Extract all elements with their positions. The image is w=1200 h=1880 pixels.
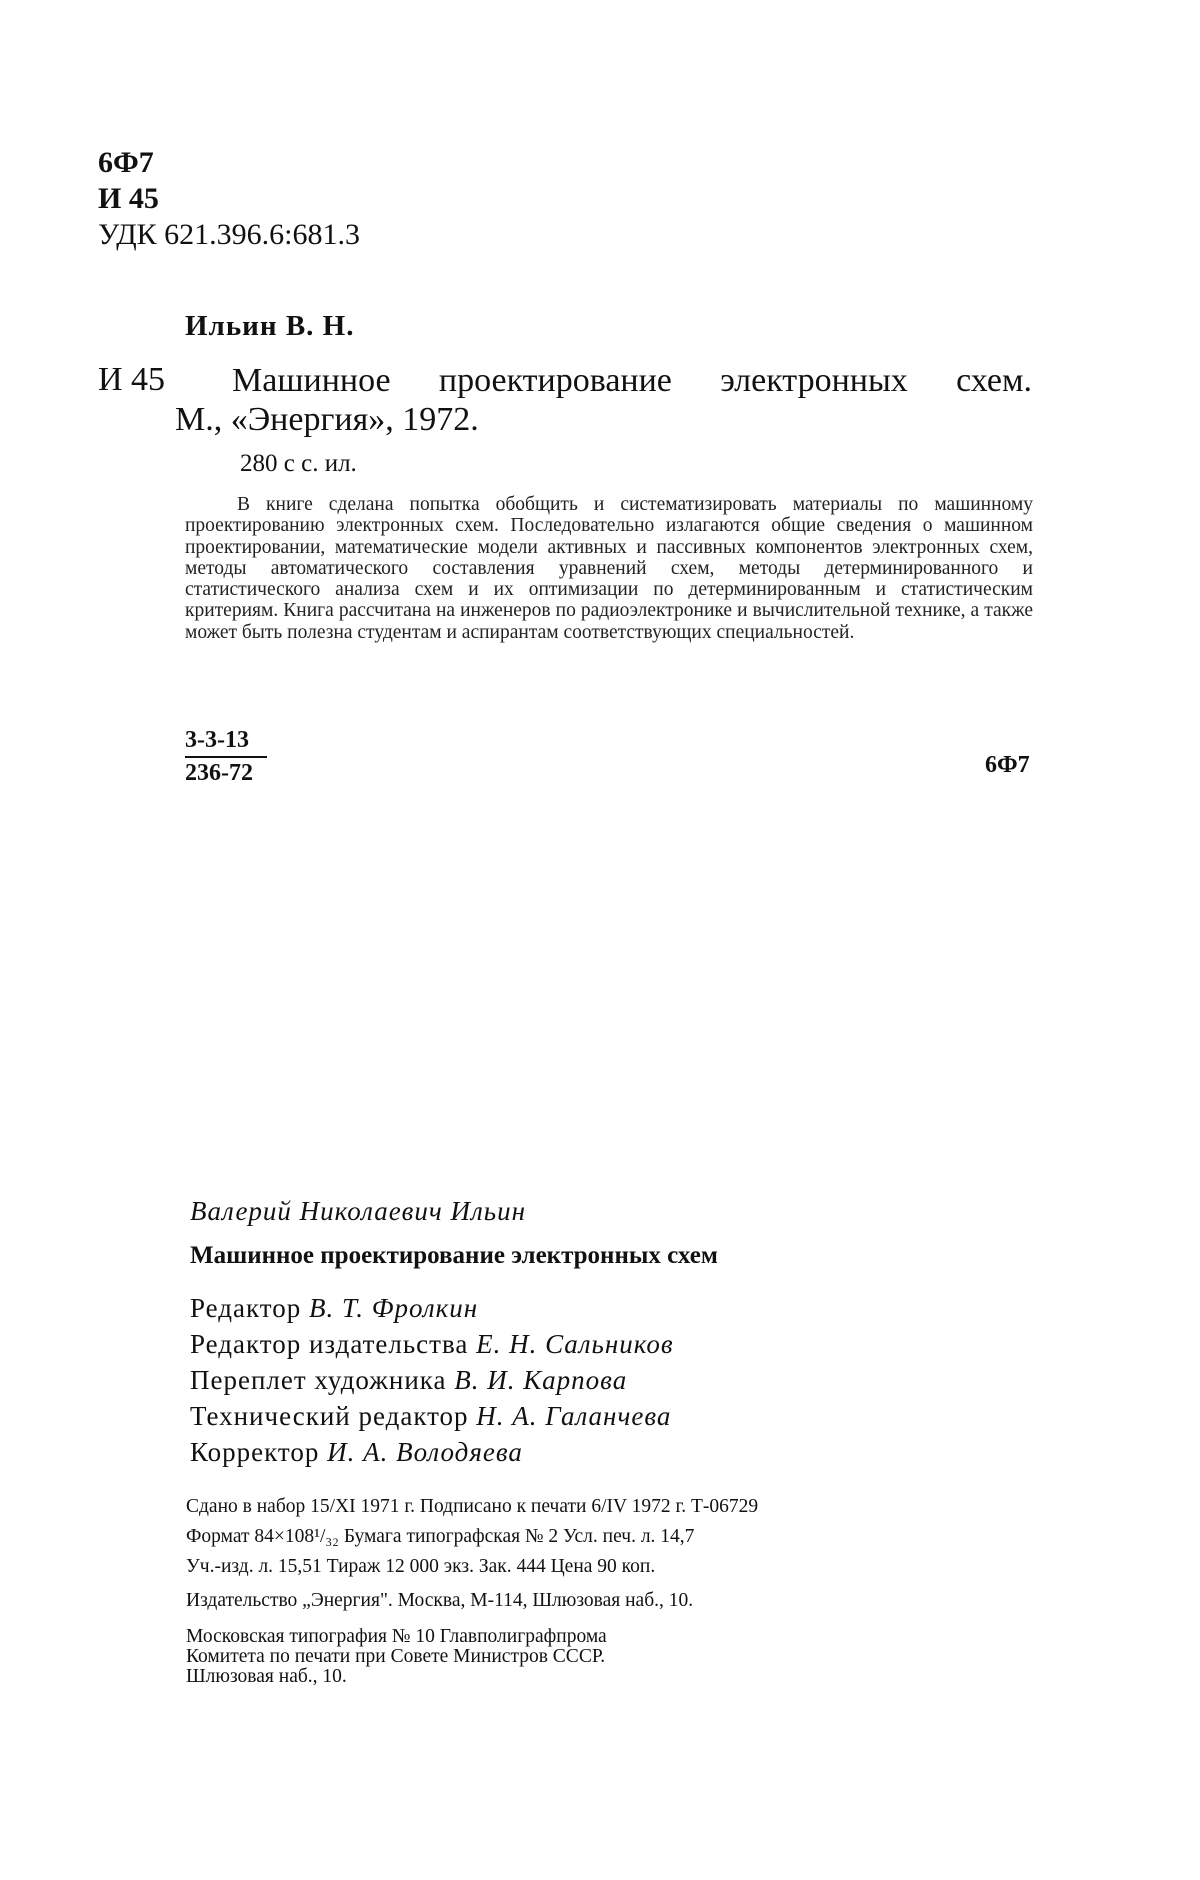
title-word: электронных xyxy=(720,362,908,399)
technical-line: Сдано в набор 15/XI 1971 г. Подписано к печати 6/IV 1972 г. Т-06729 xyxy=(186,1496,759,1517)
page-count: 280 с с. ил. xyxy=(240,450,357,477)
code-denominator: 236-72 xyxy=(185,760,253,786)
credit-name: И. А. Володяева xyxy=(327,1437,523,1467)
technical-data xyxy=(186,1492,758,1582)
udk-code: УДК 621.396.6:681.3 xyxy=(98,218,361,251)
credit-role: Технический редактор xyxy=(190,1401,469,1431)
credit-line xyxy=(190,1434,674,1470)
title-word: Машинное xyxy=(232,362,391,399)
credit-role: Редактор издательства xyxy=(190,1329,469,1359)
annotation-paragraph: В книге сделана попытка обобщить и систематизировать материалы по машинному проектированию электронных схем. Последовательно излагаются общие сведения о машинном проектировании, математические модели активных и пассивных компонентов электронных схем, методы автоматического составления уравнений схем, методы детерминированного и статистического анализа схем и их оптимизации по детерминированным и статистическим критериям. Книга рассчитана на инженеров по радиоэлектронике и вычислительной технике, а также может быть полезна студентам и аспирантам соответствующих специальностей. xyxy=(185,494,1033,643)
title-word: проектирование xyxy=(438,362,672,399)
printing-line: Московская типография № 10 Главполиграфпрома xyxy=(186,1626,607,1647)
bbk-index-right: 6Ф7 xyxy=(985,752,1030,778)
credit-role: Корректор xyxy=(190,1437,320,1467)
catalog-author-mark: И 45 xyxy=(98,361,166,398)
technical-line: Уч.-изд. л. 15,51 Тираж 12 000 экз. Зак. 444 Цена 90 коп. xyxy=(186,1556,656,1577)
bbk-index: 6Ф7 xyxy=(98,146,154,179)
credit-role: Переплет художника xyxy=(190,1365,447,1395)
credit-line xyxy=(190,1398,674,1434)
price-code-fraction xyxy=(185,727,267,787)
credit-line xyxy=(190,1362,674,1398)
credit-role: Редактор xyxy=(190,1293,302,1323)
author-mark: И 45 xyxy=(98,182,159,215)
credits-list xyxy=(190,1290,674,1470)
credit-line xyxy=(190,1326,674,1362)
printing-house xyxy=(186,1627,607,1687)
credit-name: В. И. Карпова xyxy=(454,1365,628,1395)
printing-line: Шлюзовая наб., 10. xyxy=(186,1666,347,1687)
technical-line: Формат 84×108¹/₃₂ Бумага типографская № 2 Усл. печ. л. 14,7 xyxy=(186,1526,695,1547)
printing-line: Комитета по печати при Совете Министров СССР. xyxy=(186,1646,606,1667)
credit-name: Н. А. Галанчева xyxy=(476,1401,672,1431)
code-numerator: 3-3-13 xyxy=(185,727,267,758)
catalog-title xyxy=(232,361,1032,401)
catalog-publication: М., «Энергия», 1972. xyxy=(175,401,479,438)
credit-name: В. Т. Фролкин xyxy=(308,1293,479,1323)
title-word: схем. xyxy=(956,362,1032,399)
imprint-title: Машинное проектирование электронных схем xyxy=(190,1242,718,1269)
classification-block xyxy=(98,145,360,253)
credit-line xyxy=(190,1290,674,1326)
credit-name: Е. Н. Сальников xyxy=(476,1329,674,1359)
publisher-address: Издательство „Энергия". Москва, М-114, Шлюзовая наб., 10. xyxy=(186,1590,694,1611)
catalog-author: Ильин В. Н. xyxy=(185,310,355,342)
imprint-author: Валерий Николаевич Ильин xyxy=(190,1196,526,1226)
